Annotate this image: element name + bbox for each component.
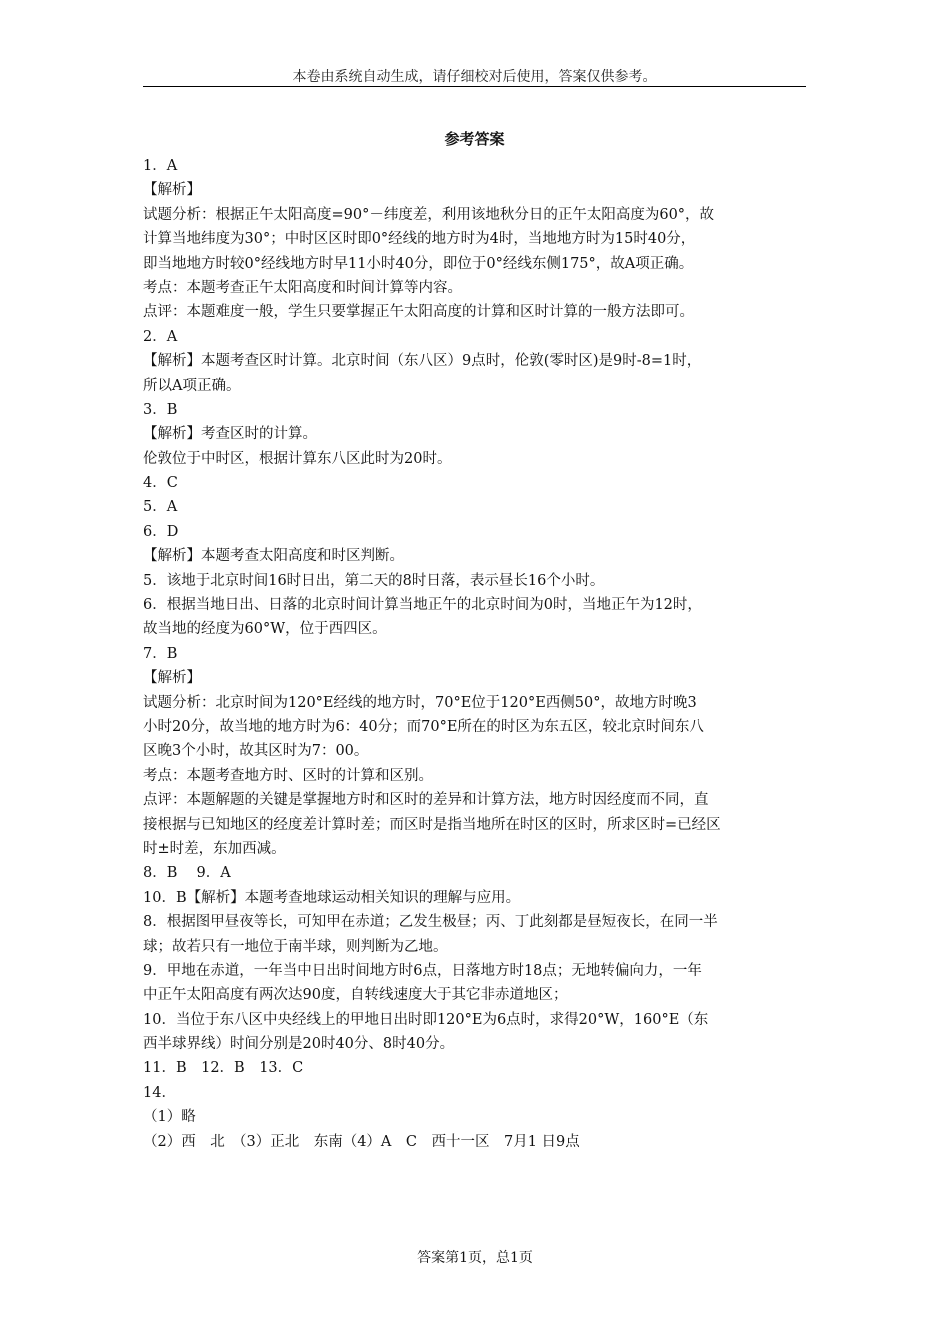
- answer-line: 【解析】本题考查区时计算。北京时间（东八区）9点时，伦敦(零时区)是9时-8=1时，: [143, 353, 702, 370]
- answer-line: 即当地地方时较0°经线地方时早11小时40分，即位于0°经线东侧175°，故A项正确。: [143, 255, 694, 272]
- answer-line: 6．根据当地日出、日落的北京时间计算当地正午的北京时间为0时，当地正午为12时，: [143, 597, 702, 614]
- answer-line: 所以A项正确。: [143, 377, 241, 394]
- answer-body: [143, 154, 808, 1154]
- answer-line: 5．A: [143, 499, 178, 516]
- answer-line: 西半球界线）时间分别是20时40分、8时40分。: [143, 1036, 455, 1053]
- answer-line: 中正午太阳高度有两次达90度，自转线速度大于其它非赤道地区；: [143, 987, 568, 1004]
- answer-line: 点评：本题解题的关键是掌握地方时和区时的差异和计算方法，地方时因经度而不同，直: [143, 792, 709, 809]
- answer-line: 【解析】考查区时的计算。: [143, 426, 317, 443]
- page-footer: 答案第1页，总1页: [417, 1250, 533, 1266]
- page-title: 参考答案: [444, 130, 505, 148]
- page-header-note: 本卷由系统自动生成，请仔细校对后使用，答案仅供参考。: [292, 69, 657, 85]
- answer-line: 9．甲地在赤道，一年当中日出时间地方时6点，日落地方时18点；无地转偏向力，一年: [143, 962, 702, 979]
- answer-line: 球；故若只有一地位于南半球，则判断为乙地。: [143, 938, 448, 955]
- answer-line: 8．根据图甲昼夜等长，可知甲在赤道；乙发生极昼；丙、丁此刻都是昼短夜长，在同一半: [143, 914, 718, 931]
- answer-line: 接根据与已知地区的经度差计算时差；而区时是指当地所在时区的区时，所求区时=已经区: [143, 816, 721, 833]
- answer-line: 10．B【解析】本题考查地球运动相关知识的理解与应用。: [143, 889, 521, 906]
- answer-line: 【解析】本题考查太阳高度和时区判断。: [143, 548, 404, 565]
- answer-line: 区晚3个小时，故其区时为7：00。: [143, 743, 369, 760]
- answer-line: 伦敦位于中时区，根据计算东八区此时为20时。: [143, 450, 452, 467]
- answer-line: 小时20分，故当地的地方时为6：40分；而70°E所在的时区为东五区，较北京时间东八: [143, 718, 704, 735]
- answer-line: 14．: [143, 1084, 176, 1101]
- answer-line: 11．B 12．B 13．C: [143, 1060, 304, 1077]
- answer-line: 考点：本题考查地方时、区时的计算和区别。: [143, 767, 433, 784]
- answer-line: （2）西 北 （3）正北 东南（4）A C 西十一区 7月1 日9点: [143, 1133, 580, 1150]
- answer-line: 试题分析：北京时间为120°E经线的地方时，70°E位于120°E西侧50°，故地方时晚3: [143, 694, 697, 711]
- answer-line: 8．B 9．A: [143, 865, 231, 882]
- answer-line: 【解析】: [143, 182, 201, 199]
- header-divider: [143, 86, 806, 87]
- answer-line: 【解析】: [143, 670, 201, 687]
- answer-line: 1．A: [143, 158, 178, 174]
- answer-line: 试题分析：根据正午太阳高度=90°－纬度差，利用该地秋分日的正午太阳高度为60°，故: [143, 206, 715, 223]
- answer-line: 3．B: [143, 401, 178, 418]
- answer-line: 4．C: [143, 475, 178, 492]
- answer-line: 故当地的经度为60°W，位于西四区。: [143, 621, 387, 638]
- answer-line: 计算当地纬度为30°；中时区区时即0°经线的地方时为4时，当地地方时为15时40分，: [143, 231, 696, 248]
- answer-line: 点评：本题难度一般，学生只要掌握正午太阳高度的计算和区时计算的一般方法即可。: [143, 304, 694, 321]
- answer-line: 7．B: [143, 645, 178, 662]
- answer-line: 5．该地于北京时间16时日出，第二天的8时日落，表示昼长16个小时。: [143, 572, 605, 589]
- answer-line: （1）略: [143, 1109, 196, 1126]
- answer-line: 6．D: [143, 523, 179, 540]
- answer-line: 考点：本题考查正午太阳高度和时间计算等内容。: [143, 279, 462, 296]
- answer-line: 2．A: [143, 328, 178, 345]
- answer-line: 10．当位于东八区中央经线上的甲地日出时即120°E为6点时，求得20°W，160°E（东: [143, 1011, 709, 1028]
- answer-line: 时±时差，东加西减。: [143, 840, 286, 857]
